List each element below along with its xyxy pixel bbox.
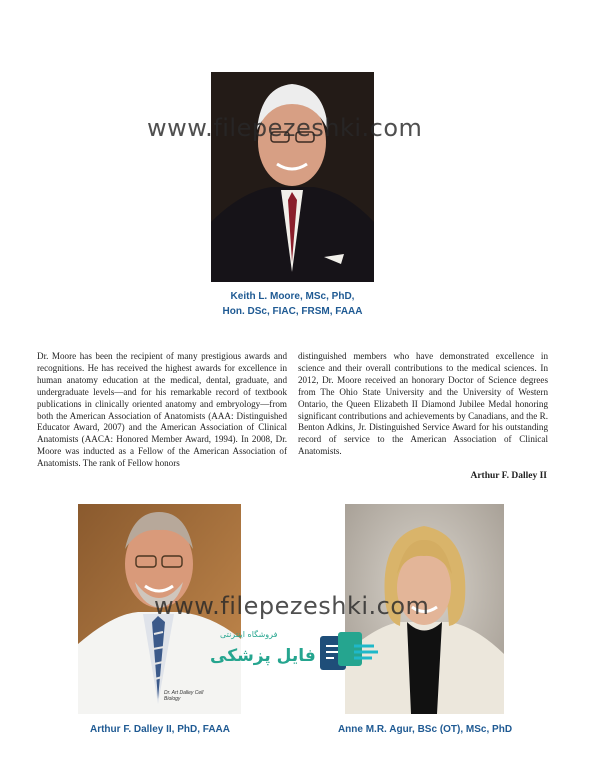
- bio-right-column: [298, 351, 548, 458]
- bio-left-text: Dr. Moore has been the recipient of many prestigious awards and recognitions. He has received the highest awards for excellence in human anatomy education at the medical, dental, graduate, and undergraduate levels—and for his remarkable record of textbook publications in clinically oriented anatomy and embryology—from both the American Association of Anatomists (AAA: Distinguished Educator Award, 2007) and the American Association of Clinical Anatomists (AACA: Honored Member Award, 1994). In 2008, Dr. Moore was inducted as a Fellow of the American Association of Anatomists. The rank of Fellow honors: [37, 351, 287, 469]
- logo-sub-text: فروشگاه اینترنتی: [220, 630, 278, 639]
- photo-badge: Dr. Art Dalley Cell Biology: [164, 690, 204, 702]
- watermark-logo: [208, 630, 388, 676]
- logo-main-text: فایل پزشکی: [210, 646, 316, 666]
- caption-anne-agur: Anne M.R. Agur, BSc (OT), MSc, PhD: [337, 724, 513, 735]
- caption-keith-moore-line2: Hon. DSc, FIAC, FRSM, FAAA: [222, 306, 363, 317]
- caption-keith-moore: [180, 289, 405, 319]
- logo-icon: [320, 632, 382, 674]
- watermark-top: www.filepezeshki.com: [147, 114, 423, 142]
- signature: Arthur F. Dalley II: [470, 471, 547, 481]
- photo-keith-moore: [211, 72, 374, 282]
- caption-keith-moore-line1: Keith L. Moore, MSc, PhD,: [230, 291, 355, 302]
- watermark-bottom: www.filepezeshki.com: [154, 592, 430, 620]
- caption-arthur-dalley: Arthur F. Dalley II, PhD, FAAA: [89, 724, 231, 735]
- bio-left-column: [37, 351, 287, 470]
- bio-right-text: distinguished members who have demonstrated excellence in science and their overall contributions to the medical sciences. In 2012, Dr. Moore received an honorary Doctor of Science degrees from The Ohio State University and the University of Western Ontario, the Queen Elizabeth II Diamond Jubilee Medal honoring significant contributions and achievements by Canadians, and the R. Benton Adkins, Jr. Distinguished Service Award for his outstanding record of service to the American Association of Clinical Anatomists.: [298, 351, 548, 457]
